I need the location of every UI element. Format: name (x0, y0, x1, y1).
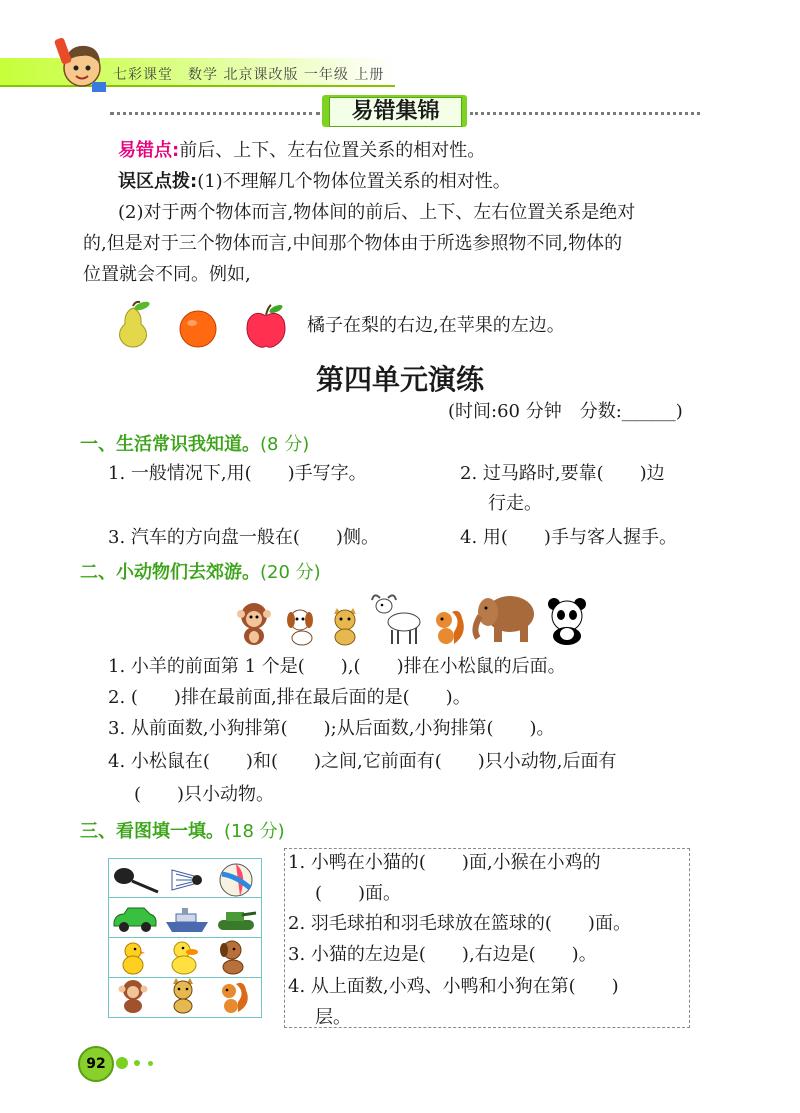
section-3-heading (80, 817, 285, 843)
squirrel-icon (432, 604, 468, 646)
s3-question-2: 2. 羽毛球拍和羽毛球放在篮球的( )面。 (288, 913, 631, 934)
mascot-icon (52, 34, 108, 94)
badminton-racket-icon (112, 864, 160, 894)
section-3-title: 三、看图填一填。 (80, 821, 224, 842)
header-title: 七彩课堂 数学 北京课改版 一年级 上册 (113, 67, 385, 83)
shuttlecock-icon (170, 866, 204, 894)
small-squirrel-icon (218, 978, 252, 1014)
mistake-line-4: 位置就会不同。例如, (83, 264, 251, 285)
mistakes-title: 易错集锦 (329, 97, 462, 127)
chick-icon (118, 941, 148, 975)
dog-icon (284, 606, 320, 646)
s2-question-2: 2. ( )排在最前面,排在最后面的是( )。 (108, 687, 471, 708)
mistake-line-3: 的,但是对于三个物体而言,中间那个物体由于所选参照物不同,物体的 (83, 233, 623, 254)
s3-question-1-cont: ( )面。 (315, 883, 402, 904)
mistake-line-2: (2)对于两个物体而言,物体间的前后、上下、左右位置关系是绝对 (118, 202, 636, 223)
mistake-point-text: 前后、上下、左右位置关系的相对性。 (179, 140, 486, 161)
monkey-icon (234, 600, 274, 646)
mistake-tip-label: 误区点拨: (118, 171, 198, 192)
pear-icon (112, 300, 154, 348)
s1-question-1: 1. 一般情况下,用( )手写字。 (108, 463, 367, 484)
time-score: (时间:60 分钟 分数:______) (448, 401, 683, 422)
cat-icon (326, 606, 364, 646)
section-1-points: (8 分) (260, 434, 310, 455)
title-dotted-rule-right (470, 112, 700, 115)
decor-dot (116, 1057, 128, 1069)
s1-question-2-cont: 行走。 (488, 493, 542, 514)
section-2-points: (20 分) (260, 562, 321, 583)
questions-box (284, 848, 690, 1028)
s2-question-4-cont: ( )只小动物。 (134, 784, 275, 805)
s3-question-4: 4. 从上面数,小鸡、小鸭和小狗在第( ) (288, 976, 619, 997)
section-1-title: 一、生活常识我知道。 (80, 434, 260, 455)
decor-dot (134, 1060, 140, 1066)
title-dotted-rule-left (110, 112, 320, 115)
s1-question-4: 4. 用( )手与客人握手。 (460, 527, 677, 548)
unit-title: 第四单元演练 (315, 363, 484, 396)
section-2-title: 二、小动物们去郊游。 (80, 562, 260, 583)
duckling-icon (168, 940, 200, 976)
mistake-point-label: 易错点: (118, 140, 180, 161)
goat-icon (370, 592, 426, 648)
fruit-caption: 橘子在梨的右边,在苹果的左边。 (307, 315, 565, 336)
s2-question-4: 4. 小松鼠在( )和( )之间,它前面有( )只小动物,后面有 (108, 751, 617, 772)
apple-icon (244, 303, 288, 349)
s3-question-4-cont: 层。 (315, 1007, 351, 1028)
orange-icon (178, 308, 218, 348)
puppy-icon (216, 938, 250, 976)
beach-ball-icon (218, 862, 254, 898)
small-monkey-icon (116, 978, 150, 1014)
decor-dot (148, 1061, 153, 1066)
mistake-tip-text: (1)不理解几个物体位置关系的相对性。 (197, 171, 511, 192)
s3-question-1: 1. 小鸭在小猫的( )面,小猴在小鸡的 (288, 852, 601, 873)
s2-question-1: 1. 小羊的前面第 1 个是( ),( )排在小松鼠的后面。 (108, 656, 566, 677)
ship-icon (164, 904, 210, 934)
section-2-heading (80, 558, 321, 584)
mistake-tip (118, 170, 511, 194)
s2-question-3: 3. 从前面数,小狗排第( );从后面数,小狗排第( )。 (108, 718, 555, 739)
mistake-point (118, 139, 485, 163)
car-icon (112, 904, 158, 934)
small-cat-icon (166, 978, 200, 1014)
s1-question-3: 3. 汽车的方向盘一般在( )侧。 (108, 527, 379, 548)
s1-question-2: 2. 过马路时,要靠( )边 (460, 463, 665, 484)
panda-icon (542, 596, 592, 646)
s3-question-3: 3. 小猫的左边是( ),右边是( )。 (288, 944, 597, 965)
section-1-heading (80, 430, 309, 456)
tank-icon (214, 904, 258, 934)
page-number: 92 (78, 1046, 114, 1082)
section-3-points: (18 分) (224, 821, 285, 842)
elephant-icon (470, 590, 538, 646)
